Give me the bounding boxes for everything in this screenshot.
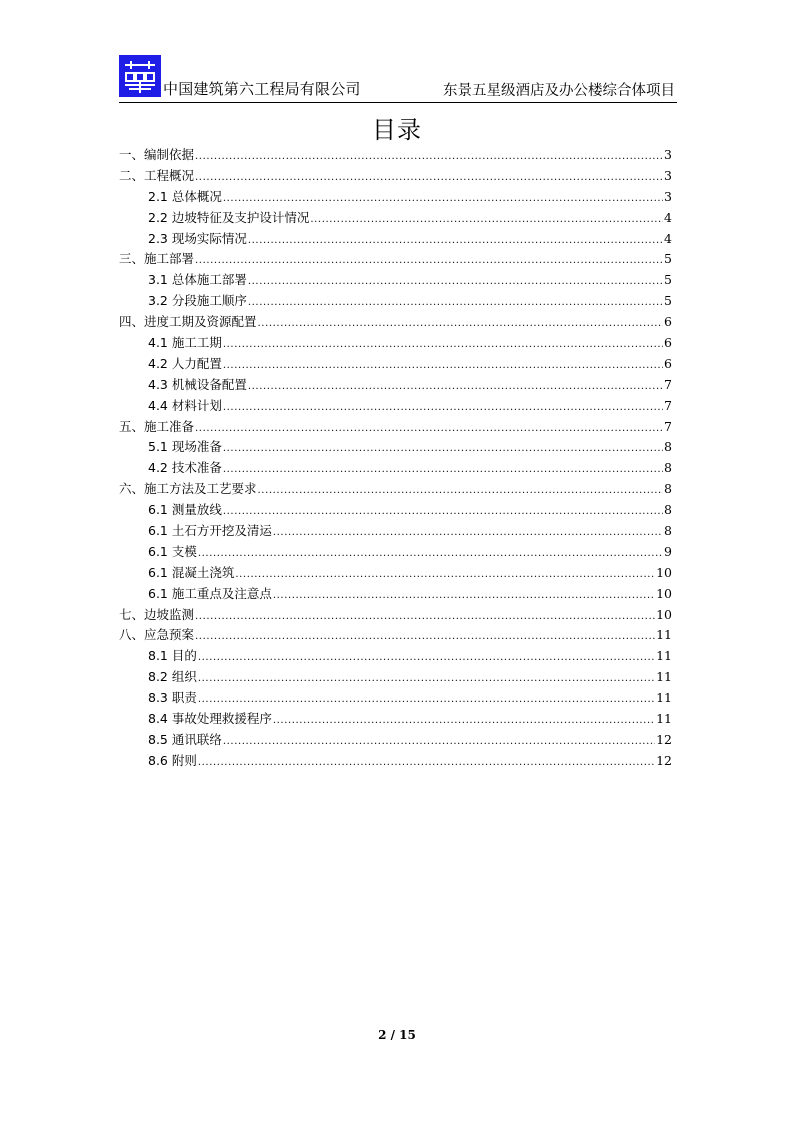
toc-entry-page: 3: [664, 147, 672, 162]
toc-dot-leader: [310, 210, 663, 231]
toc-entry-page: 12: [656, 752, 672, 768]
toc-entry-label: 一、编制依据: [119, 147, 195, 162]
toc-title: 目录: [372, 116, 422, 144]
toc-entry[interactable]: [119, 688, 672, 709]
toc-entry-label: 2.3 现场实际情况: [148, 230, 247, 246]
toc-entry-page: 9: [664, 543, 672, 559]
toc-entry-label: 8.5 通讯联络: [148, 731, 222, 747]
toc-entry-label: 3.2 分段施工顺序: [148, 293, 247, 309]
toc-entry-page: 4: [664, 230, 672, 246]
toc-entry[interactable]: [119, 605, 672, 626]
toc-dot-leader: [223, 356, 663, 377]
toc-entry-page: 5: [664, 293, 672, 309]
toc-entry[interactable]: [119, 584, 672, 605]
toc-dot-leader: [248, 231, 663, 252]
toc-entry-label: 2.2 边坡特征及支护设计情况: [148, 209, 310, 225]
page-number: 2 / 15: [378, 1028, 416, 1042]
toc-entry-page: 5: [664, 272, 672, 288]
toc-entry-label: 8.6 附则: [148, 752, 197, 768]
toc-dot-leader: [198, 690, 655, 711]
toc-entry-label: 6.1 混凝土浇筑: [148, 564, 235, 580]
toc-entry-label: 四、进度工期及资源配置: [119, 314, 257, 330]
toc-entry-page: 7: [664, 376, 672, 392]
toc-entry-label: 8.3 职责: [148, 690, 197, 706]
toc-dot-leader: [223, 439, 663, 460]
toc-entry[interactable]: [119, 229, 672, 250]
toc-entry[interactable]: [119, 249, 672, 270]
toc-entry-page: 6: [664, 355, 672, 371]
toc-entry-label: 七、边坡监测: [119, 606, 195, 622]
toc-entry[interactable]: [119, 354, 672, 375]
toc-entry-page: 10: [656, 606, 672, 622]
toc-entry-label: 6.1 支模: [148, 543, 197, 559]
toc-dot-leader: [195, 168, 663, 189]
toc-entry-label: 6.1 测量放线: [148, 502, 222, 518]
toc-entry-page: 12: [656, 731, 672, 747]
toc-entry-page: 10: [656, 564, 672, 580]
toc-entry-page: 8: [664, 460, 672, 476]
toc-dot-leader: [223, 502, 663, 523]
toc-dot-leader: [195, 419, 663, 440]
toc-entry-page: 8: [664, 523, 672, 539]
toc-entry[interactable]: [119, 625, 672, 646]
toc-entry-label: 4.2 人力配置: [148, 355, 222, 371]
toc-entry[interactable]: [119, 291, 672, 312]
toc-entry-label: 4.3 机械设备配置: [148, 376, 247, 392]
toc-entry-page: 4: [664, 209, 672, 225]
toc-dot-leader: [258, 481, 664, 502]
toc-entry[interactable]: [119, 208, 672, 229]
toc-entry[interactable]: [119, 417, 672, 438]
toc-entry-page: 3: [664, 188, 672, 204]
toc-entry-page: 10: [656, 585, 672, 601]
toc-entry-page: 6: [664, 314, 672, 330]
toc-dot-leader: [198, 648, 655, 669]
toc-entry[interactable]: [119, 709, 672, 730]
toc-entry-label: 4.1 施工工期: [148, 335, 222, 351]
toc-dot-leader: [198, 753, 655, 774]
toc-entry[interactable]: [119, 479, 672, 500]
toc-entry[interactable]: [119, 166, 672, 187]
toc-entry-label: 二、工程概况: [119, 167, 195, 183]
toc-entry-label: 5.1 现场准备: [148, 439, 222, 455]
toc-entry[interactable]: [119, 145, 672, 166]
toc-dot-leader: [248, 293, 663, 314]
toc-dot-leader: [248, 377, 663, 398]
toc-entry-label: 三、施工部署: [119, 251, 195, 267]
toc-entry-label: 6.1 土石方开挖及清运: [148, 523, 272, 539]
toc-dot-leader: [273, 711, 655, 732]
toc-entry[interactable]: [119, 646, 672, 667]
toc-dot-leader: [273, 586, 655, 607]
toc-dot-leader: [248, 272, 663, 293]
toc-entry-label: 6.1 施工重点及注意点: [148, 585, 272, 601]
toc-entry[interactable]: [119, 521, 672, 542]
toc-entry-label: 2.1 总体概况: [148, 188, 222, 204]
toc-entry[interactable]: [119, 270, 672, 291]
toc-entry-page: 3: [664, 167, 672, 183]
toc-dot-leader: [198, 669, 655, 690]
toc-entry[interactable]: [119, 563, 672, 584]
toc-dot-leader: [223, 189, 663, 210]
toc-dot-leader: [195, 147, 663, 168]
toc-entry-label: 六、施工方法及工艺要求: [119, 481, 257, 497]
toc-dot-leader: [195, 627, 655, 648]
toc-entry-label: 3.1 总体施工部署: [148, 272, 247, 288]
toc-dot-leader: [258, 314, 664, 335]
toc-dot-leader: [273, 523, 663, 544]
toc-entry-page: 11: [656, 627, 672, 643]
toc-entry[interactable]: [119, 437, 672, 458]
toc-entry[interactable]: [119, 312, 672, 333]
toc-entry-label: 五、施工准备: [119, 418, 195, 434]
toc-entry[interactable]: [119, 751, 672, 772]
toc-dot-leader: [195, 607, 655, 628]
toc-entry[interactable]: [119, 396, 672, 417]
toc-entry-label: 八、应急预案: [119, 627, 195, 643]
toc-dot-leader: [223, 398, 663, 419]
toc-entry[interactable]: [119, 375, 672, 396]
toc-entry-page: 6: [664, 335, 672, 351]
toc-entry[interactable]: [119, 730, 672, 751]
project-name: 东景五星级酒店及办公楼综合体项目: [443, 83, 675, 99]
page-header: [119, 54, 677, 103]
toc-dot-leader: [198, 544, 663, 565]
toc-entry-page: 8: [664, 502, 672, 518]
toc-entry[interactable]: [119, 187, 672, 208]
toc-entry-page: 8: [664, 439, 672, 455]
toc-dot-leader: [235, 565, 655, 586]
toc-dot-leader: [223, 460, 663, 481]
toc-entry-page: 11: [656, 690, 672, 706]
toc-entry-label: 4.4 材料计划: [148, 397, 222, 413]
toc-entry[interactable]: [119, 500, 672, 521]
toc-entry-page: 5: [664, 251, 672, 267]
toc-entry-label: 8.2 组织: [148, 669, 197, 685]
toc-entry-page: 11: [656, 648, 672, 664]
company-logo: [119, 55, 161, 97]
toc-entry-page: 7: [664, 418, 672, 434]
toc-entry[interactable]: [119, 333, 672, 354]
toc-dot-leader: [195, 251, 663, 272]
toc-entry-label: 8.4 事故处理救援程序: [148, 711, 272, 727]
toc-entry-label: 8.1 目的: [148, 648, 197, 664]
toc-entry[interactable]: [119, 458, 672, 479]
toc-entry-label: 4.2 技术准备: [148, 460, 222, 476]
toc-entry-page: 11: [656, 711, 672, 727]
toc-dot-leader: [223, 732, 655, 753]
toc-entry[interactable]: [119, 667, 672, 688]
toc-entry[interactable]: [119, 542, 672, 563]
toc-entry-page: 7: [664, 397, 672, 413]
toc-dot-leader: [223, 335, 663, 356]
table-of-contents: [119, 145, 672, 772]
toc-entry-page: 11: [656, 669, 672, 685]
toc-entry-page: 8: [664, 481, 672, 497]
company-name: 中国建筑第六工程局有限公司: [163, 80, 361, 98]
